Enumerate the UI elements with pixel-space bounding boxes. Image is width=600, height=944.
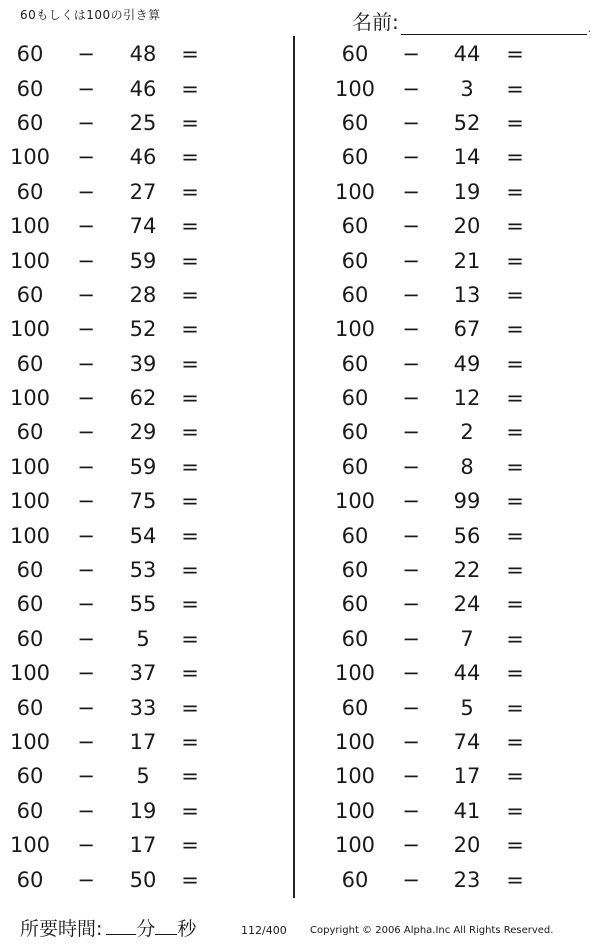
problem-row	[0, 622, 290, 656]
problem-row	[300, 243, 590, 277]
minutes-blank	[106, 914, 136, 935]
minuend: 60	[341, 145, 369, 170]
equals-sign: =	[181, 179, 199, 204]
problem-row	[0, 484, 290, 518]
minus-sign: −	[402, 489, 420, 514]
equals-sign: =	[506, 867, 524, 892]
subtrahend: 17	[129, 833, 157, 858]
subtrahend: 17	[129, 730, 157, 754]
minuend: 60	[16, 282, 44, 307]
minus-sign: −	[402, 386, 420, 411]
name-blank-line	[401, 12, 587, 35]
subtrahend: 46	[129, 145, 157, 170]
equals-sign: =	[181, 661, 199, 686]
equals-sign: =	[181, 489, 199, 514]
minuend: 60	[341, 558, 369, 583]
problem-row	[300, 37, 590, 71]
name-field	[352, 6, 591, 35]
minus-sign: −	[77, 730, 95, 754]
subtrahend: 41	[453, 798, 481, 823]
equals-sign: =	[506, 592, 524, 617]
subtrahend: 74	[453, 730, 481, 754]
minus-sign: −	[77, 833, 95, 858]
subtrahend: 13	[453, 282, 481, 307]
minuend: 100	[334, 661, 376, 686]
minus-sign: −	[77, 592, 95, 617]
problem-row	[300, 622, 590, 656]
problem-row	[300, 484, 590, 518]
equals-sign: =	[506, 454, 524, 479]
problem-row	[300, 312, 590, 346]
minuend: 100	[9, 730, 51, 754]
subtrahend: 37	[129, 661, 157, 686]
minus-sign: −	[77, 523, 95, 548]
equals-sign: =	[181, 833, 199, 858]
equals-sign: =	[506, 558, 524, 583]
minuend: 60	[16, 592, 44, 617]
problem-row	[0, 587, 290, 621]
worksheet-title: 60もしくは100の引き算	[20, 8, 161, 22]
problem-row	[0, 347, 290, 381]
subtrahend: 17	[453, 764, 481, 789]
problem-row	[0, 71, 290, 105]
equals-sign: =	[181, 730, 199, 754]
minus-sign: −	[77, 764, 95, 789]
problem-row	[0, 312, 290, 346]
minus-sign: −	[402, 248, 420, 273]
minuend: 60	[16, 420, 44, 445]
subtrahend: 52	[129, 317, 157, 342]
subtrahend: 20	[453, 833, 481, 858]
minus-sign: −	[77, 42, 95, 67]
minuend: 100	[334, 764, 376, 789]
equals-sign: =	[506, 145, 524, 170]
minuend: 60	[341, 454, 369, 479]
problem-row	[300, 175, 590, 209]
subtrahend: 5	[136, 626, 150, 651]
time-taken-label: 所要時間:	[20, 918, 103, 940]
subtrahend: 19	[129, 798, 157, 823]
minuend: 100	[9, 454, 51, 479]
subtrahend: 67	[453, 317, 481, 342]
equals-sign: =	[181, 76, 199, 101]
minus-sign: −	[77, 145, 95, 170]
minuend: 60	[341, 214, 369, 239]
subtrahend: 21	[453, 248, 481, 273]
problem-row	[0, 553, 290, 587]
minuend: 100	[334, 317, 376, 342]
subtrahend: 50	[129, 867, 157, 892]
problem-row	[0, 209, 290, 243]
minus-sign: −	[402, 592, 420, 617]
subtrahend: 27	[129, 179, 157, 204]
equals-sign: =	[181, 282, 199, 307]
subtrahend: 44	[453, 661, 481, 686]
minus-sign: −	[77, 248, 95, 273]
minuend: 100	[9, 145, 51, 170]
minus-sign: −	[402, 214, 420, 239]
minuend: 60	[341, 42, 369, 67]
minus-sign: −	[402, 867, 420, 892]
problem-row	[300, 794, 590, 828]
equals-sign: =	[506, 179, 524, 204]
equals-sign: =	[506, 317, 524, 342]
problem-row	[0, 175, 290, 209]
minus-sign: −	[77, 661, 95, 686]
minus-sign: −	[77, 558, 95, 583]
equals-sign: =	[506, 764, 524, 789]
problem-row	[0, 725, 290, 759]
minus-sign: −	[402, 76, 420, 101]
equals-sign: =	[506, 523, 524, 548]
minuend: 100	[9, 661, 51, 686]
minus-sign: −	[77, 695, 95, 720]
minuend: 100	[334, 179, 376, 204]
minuend: 60	[341, 592, 369, 617]
equals-sign: =	[506, 76, 524, 101]
equals-sign: =	[181, 798, 199, 823]
equals-sign: =	[506, 833, 524, 858]
minus-sign: −	[77, 317, 95, 342]
subtrahend: 59	[129, 248, 157, 273]
minus-sign: −	[402, 420, 420, 445]
minus-sign: −	[402, 764, 420, 789]
minus-sign: −	[402, 454, 420, 479]
minus-sign: −	[77, 798, 95, 823]
subtrahend: 54	[129, 523, 157, 548]
problem-row	[0, 759, 290, 793]
problem-row	[300, 759, 590, 793]
minutes-label: 分	[136, 918, 156, 940]
minuend: 60	[16, 695, 44, 720]
name-end-mark: .	[587, 24, 591, 35]
minuend: 60	[16, 42, 44, 67]
minuend: 100	[334, 798, 376, 823]
subtrahend: 22	[453, 558, 481, 583]
subtrahend: 12	[453, 386, 481, 411]
equals-sign: =	[181, 420, 199, 445]
subtrahend: 28	[129, 282, 157, 307]
equals-sign: =	[181, 386, 199, 411]
minuend: 60	[341, 523, 369, 548]
problem-row	[0, 690, 290, 724]
minuend: 60	[341, 248, 369, 273]
page-number: 112/400	[241, 924, 287, 937]
equals-sign: =	[506, 386, 524, 411]
equals-sign: =	[181, 764, 199, 789]
equals-sign: =	[181, 558, 199, 583]
equals-sign: =	[506, 798, 524, 823]
minuend: 60	[16, 110, 44, 135]
minuend: 60	[341, 351, 369, 376]
minus-sign: −	[402, 145, 420, 170]
subtrahend: 33	[129, 695, 157, 720]
minus-sign: −	[77, 626, 95, 651]
subtrahend: 62	[129, 386, 157, 411]
problem-row	[300, 140, 590, 174]
problem-row	[300, 347, 590, 381]
minuend: 60	[341, 282, 369, 307]
problem-row	[0, 518, 290, 552]
minus-sign: −	[77, 282, 95, 307]
problem-row	[300, 106, 590, 140]
minus-sign: −	[77, 489, 95, 514]
minuend: 60	[16, 76, 44, 101]
subtrahend: 7	[460, 626, 474, 651]
problem-row	[0, 106, 290, 140]
minus-sign: −	[77, 110, 95, 135]
equals-sign: =	[506, 351, 524, 376]
minus-sign: −	[402, 695, 420, 720]
subtrahend: 59	[129, 454, 157, 479]
problem-row	[0, 278, 290, 312]
minus-sign: −	[402, 730, 420, 754]
subtrahend: 75	[129, 489, 157, 514]
equals-sign: =	[181, 317, 199, 342]
problem-row	[300, 209, 590, 243]
minuend: 60	[16, 867, 44, 892]
subtrahend: 3	[460, 76, 474, 101]
subtrahend: 99	[453, 489, 481, 514]
minuend: 60	[341, 867, 369, 892]
minuend: 100	[334, 833, 376, 858]
minuend: 60	[16, 179, 44, 204]
problem-row	[0, 794, 290, 828]
equals-sign: =	[506, 626, 524, 651]
subtrahend: 48	[129, 42, 157, 67]
problem-row	[0, 381, 290, 415]
minus-sign: −	[402, 833, 420, 858]
subtrahend: 56	[453, 523, 481, 548]
minus-sign: −	[402, 798, 420, 823]
subtrahend: 29	[129, 420, 157, 445]
equals-sign: =	[506, 489, 524, 514]
problem-row	[300, 553, 590, 587]
minus-sign: −	[402, 110, 420, 135]
equals-sign: =	[181, 867, 199, 892]
equals-sign: =	[181, 592, 199, 617]
minus-sign: −	[77, 386, 95, 411]
minuend: 100	[334, 730, 376, 754]
minuend: 60	[16, 351, 44, 376]
minus-sign: −	[77, 867, 95, 892]
time-taken-field	[20, 914, 196, 941]
equals-sign: =	[181, 42, 199, 67]
minus-sign: −	[77, 179, 95, 204]
subtrahend: 23	[453, 867, 481, 892]
subtrahend: 8	[460, 454, 474, 479]
subtrahend: 20	[453, 214, 481, 239]
subtrahend: 46	[129, 76, 157, 101]
problem-row	[300, 71, 590, 105]
left-problem-column	[0, 37, 290, 897]
equals-sign: =	[506, 695, 524, 720]
equals-sign: =	[181, 110, 199, 135]
copyright-notice: Copyright © 2006 Alpha.Inc All Rights Reserved.	[310, 925, 554, 936]
minuend: 100	[334, 489, 376, 514]
problem-row	[0, 415, 290, 449]
problem-row	[0, 862, 290, 896]
minuend: 60	[16, 626, 44, 651]
name-label: 名前:	[352, 10, 399, 34]
minuend: 60	[16, 798, 44, 823]
equals-sign: =	[181, 523, 199, 548]
minus-sign: −	[77, 351, 95, 376]
minuend: 60	[341, 110, 369, 135]
problem-row	[300, 518, 590, 552]
equals-sign: =	[506, 110, 524, 135]
right-problem-column	[300, 37, 590, 897]
minus-sign: −	[402, 558, 420, 583]
subtrahend: 24	[453, 592, 481, 617]
minuend: 60	[16, 764, 44, 789]
subtrahend: 55	[129, 592, 157, 617]
subtrahend: 49	[453, 351, 481, 376]
subtrahend: 5	[460, 695, 474, 720]
subtrahend: 53	[129, 558, 157, 583]
minus-sign: −	[402, 179, 420, 204]
subtrahend: 52	[453, 110, 481, 135]
equals-sign: =	[506, 42, 524, 67]
subtrahend: 2	[460, 420, 474, 445]
minuend: 100	[334, 76, 376, 101]
problem-row	[0, 140, 290, 174]
equals-sign: =	[506, 420, 524, 445]
minuend: 60	[341, 626, 369, 651]
subtrahend: 5	[136, 764, 150, 789]
minuend: 60	[341, 695, 369, 720]
equals-sign: =	[181, 351, 199, 376]
problem-row	[0, 243, 290, 277]
seconds-blank	[155, 914, 177, 935]
minuend: 100	[9, 489, 51, 514]
minuend: 100	[9, 386, 51, 411]
minus-sign: −	[402, 351, 420, 376]
problem-row	[300, 690, 590, 724]
subtrahend: 25	[129, 110, 157, 135]
problem-row	[300, 725, 590, 759]
problem-row	[300, 587, 590, 621]
equals-sign: =	[506, 661, 524, 686]
equals-sign: =	[506, 248, 524, 273]
subtrahend: 74	[129, 214, 157, 239]
equals-sign: =	[181, 145, 199, 170]
equals-sign: =	[181, 248, 199, 273]
minus-sign: −	[77, 420, 95, 445]
equals-sign: =	[181, 626, 199, 651]
minus-sign: −	[402, 282, 420, 307]
minus-sign: −	[402, 626, 420, 651]
problem-row	[0, 37, 290, 71]
problem-row	[300, 415, 590, 449]
minus-sign: −	[77, 76, 95, 101]
subtrahend: 19	[453, 179, 481, 204]
equals-sign: =	[506, 730, 524, 754]
subtrahend: 39	[129, 351, 157, 376]
minus-sign: −	[402, 661, 420, 686]
equals-sign: =	[181, 454, 199, 479]
minuend: 100	[9, 833, 51, 858]
minus-sign: −	[402, 317, 420, 342]
minuend: 100	[9, 523, 51, 548]
minuend: 100	[9, 317, 51, 342]
minuend: 60	[16, 558, 44, 583]
problem-row	[0, 828, 290, 862]
minus-sign: −	[77, 214, 95, 239]
problem-row	[300, 450, 590, 484]
equals-sign: =	[181, 214, 199, 239]
minus-sign: −	[402, 523, 420, 548]
minuend: 60	[341, 420, 369, 445]
subtrahend: 44	[453, 42, 481, 67]
subtrahend: 14	[453, 145, 481, 170]
problem-row	[0, 450, 290, 484]
problem-row	[300, 828, 590, 862]
minuend: 100	[9, 214, 51, 239]
equals-sign: =	[506, 214, 524, 239]
minuend: 100	[9, 248, 51, 273]
minus-sign: −	[77, 454, 95, 479]
minuend: 60	[341, 386, 369, 411]
equals-sign: =	[506, 282, 524, 307]
problem-row	[300, 381, 590, 415]
problem-row	[300, 862, 590, 896]
column-divider	[293, 36, 295, 898]
problem-row	[300, 278, 590, 312]
problem-row	[300, 656, 590, 690]
problem-row	[0, 656, 290, 690]
minus-sign: −	[402, 42, 420, 67]
seconds-label: 秒	[177, 918, 197, 940]
equals-sign: =	[181, 695, 199, 720]
